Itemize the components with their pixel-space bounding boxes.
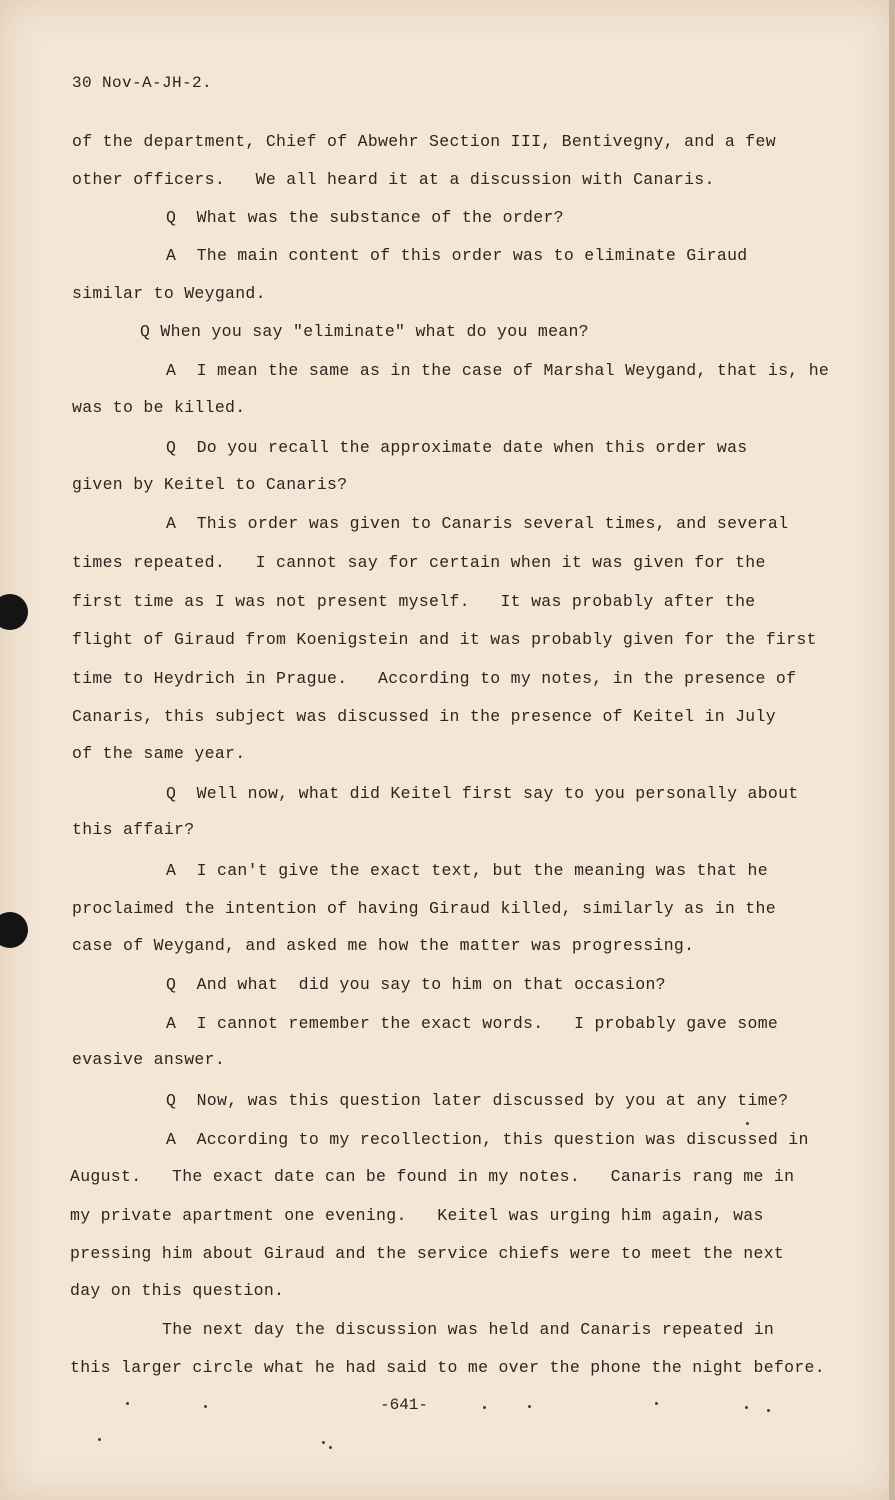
- ink-speck: [204, 1405, 207, 1408]
- answer-line: A I mean the same as in the case of Marshal Weygand, that is, he: [166, 361, 830, 380]
- paragraph-line: The next day the discussion was held and Canaris repeated in: [162, 1320, 775, 1339]
- text-line: other officers. We all heard it at a discussion with Canaris.: [72, 170, 715, 189]
- answer-line: A According to my recollection, this question was discussed in: [166, 1130, 809, 1149]
- text-line: this larger circle what he had said to me over the phone the night before.: [70, 1358, 825, 1377]
- question-line: Q When you say "eliminate" what do you mean?: [140, 322, 589, 341]
- text-line: my private apartment one evening. Keitel was urging him again, was: [70, 1206, 764, 1225]
- text-line: Canaris, this subject was discussed in the presence of Keitel in July: [72, 707, 776, 726]
- ink-speck: [745, 1406, 748, 1409]
- text-line: case of Weygand, and asked me how the matter was progressing.: [72, 936, 695, 955]
- question-line: Q Now, was this question later discussed by you at any time?: [166, 1091, 789, 1110]
- text-line: this affair?: [72, 820, 195, 839]
- ink-speck: [126, 1402, 129, 1405]
- text-line: flight of Giraud from Koenigstein and it was probably given for the first: [72, 630, 817, 649]
- answer-line: A I cannot remember the exact words. I probably gave some: [166, 1014, 779, 1033]
- ink-speck: [528, 1405, 531, 1408]
- question-line: Q Well now, what did Keitel first say to you personally about: [166, 784, 799, 803]
- question-line: Q What was the substance of the order?: [166, 208, 564, 227]
- text-line: times repeated. I cannot say for certain when it was given for the: [72, 553, 766, 572]
- text-line: day on this question.: [70, 1281, 285, 1300]
- text-line: first time as I was not present myself. It was probably after the: [72, 592, 756, 611]
- text-line: given by Keitel to Canaris?: [72, 475, 348, 494]
- page-number: -641-: [380, 1396, 429, 1414]
- answer-line: A This order was given to Canaris several times, and several: [166, 514, 789, 533]
- ink-speck: [767, 1409, 770, 1412]
- question-line: Q Do you recall the approximate date when this order was: [166, 438, 748, 457]
- text-line: proclaimed the intention of having Giraud killed, similarly as in the: [72, 899, 776, 918]
- ink-speck: [329, 1446, 332, 1449]
- answer-line: A The main content of this order was to eliminate Giraud: [166, 246, 748, 265]
- text-line: was to be killed.: [72, 398, 246, 417]
- answer-line: A I can't give the exact text, but the meaning was that he: [166, 861, 768, 880]
- ink-speck: [746, 1122, 749, 1125]
- text-line: of the same year.: [72, 744, 246, 763]
- document-header: 30 Nov-A-JH-2.: [72, 74, 213, 92]
- text-line: time to Heydrich in Prague. According to my notes, in the presence of: [72, 669, 797, 688]
- text-line: August. The exact date can be found in my notes. Canaris rang me in: [70, 1167, 795, 1186]
- text-line: similar to Weygand.: [72, 284, 266, 303]
- ink-speck: [98, 1438, 101, 1441]
- ink-speck: [483, 1406, 486, 1409]
- ink-speck: [655, 1402, 658, 1405]
- ink-speck: [322, 1441, 325, 1444]
- punch-hole-bottom: [0, 912, 28, 948]
- text-line: pressing him about Giraud and the service chiefs were to meet the next: [70, 1244, 785, 1263]
- question-line: Q And what did you say to him on that occasion?: [166, 975, 666, 994]
- punch-hole-top: [0, 594, 28, 630]
- page-edge: [889, 0, 895, 1500]
- text-line: evasive answer.: [72, 1050, 226, 1069]
- text-line: of the department, Chief of Abwehr Section III, Bentivegny, and a few: [72, 132, 776, 151]
